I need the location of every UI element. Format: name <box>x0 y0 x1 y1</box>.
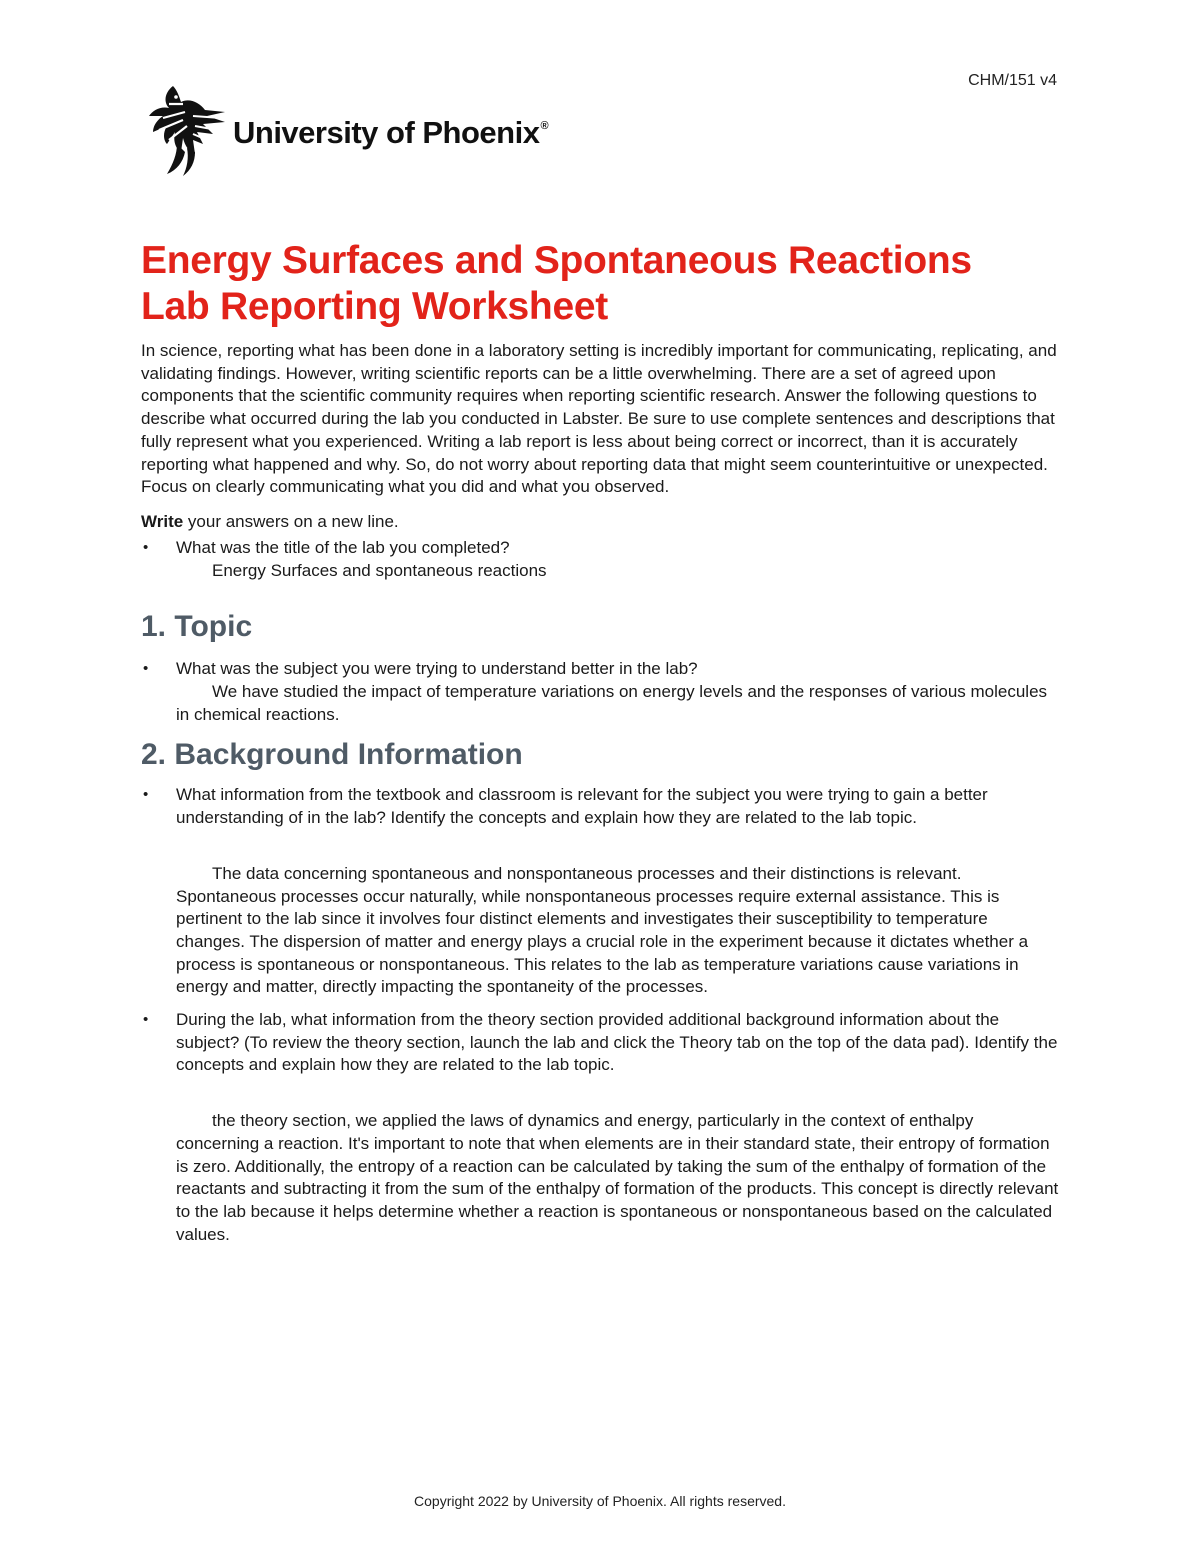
answer-text: The data concerning spontaneous and nonspontaneous processes and their distinctions is relevant. Spontaneous processes occur naturally, while nonspontaneous processes require external assistance. This is pertinent to the lab since it involves four distinct elements and investigates their susceptibility to temperature changes. The dispersion of matter and energy plays a crucial role in the experiment because it dictates whether a process is spontaneous or nonspontaneous. This relates to the lab as temperature variations cause variations in energy and matter, directly impacting the spontaneity of the processes. <box>176 863 1029 997</box>
bullet-icon: • <box>143 660 149 678</box>
section-heading-background: 2. Background Information <box>141 738 523 772</box>
title-line-1: Energy Surfaces and Spontaneous Reactions <box>141 239 972 282</box>
question-text: What was the title of the lab you completed? <box>176 537 510 557</box>
write-instruction-bold: Write <box>141 511 184 531</box>
question-text: During the lab, what information from the theory section provided additional background information about the subject? (To review the theory section, launch the lab and click the Theory tab on the top of the data pad). Identify the concepts and explain how they are related to the lab topic. <box>176 1010 1058 1075</box>
course-code: CHM/151 v4 <box>968 72 1057 89</box>
write-instruction-rest: your answers on a new line. <box>183 511 399 531</box>
bullet-icon: • <box>143 1011 149 1029</box>
section-heading-topic: 1. Topic <box>141 610 253 644</box>
answer-text: We have studied the impact of temperature variations on energy levels and the responses of various molecules in chemical reactions. <box>176 682 1048 724</box>
question-list-intro <box>141 537 1061 582</box>
bullet-icon: • <box>143 786 149 804</box>
list-item <box>141 537 1061 582</box>
logo-text: University of Phoenix <box>233 115 540 150</box>
phoenix-bird-icon <box>143 82 227 178</box>
list-item <box>141 658 1061 726</box>
registered-mark: ® <box>540 120 549 132</box>
bullet-icon: • <box>143 538 149 556</box>
question-list-background <box>141 784 1061 1246</box>
title-line-2: Lab Reporting Worksheet <box>141 285 608 328</box>
answer-text: Energy Surfaces and spontaneous reactions <box>212 560 547 580</box>
list-item <box>141 784 1061 999</box>
write-instruction <box>141 510 1061 533</box>
list-item <box>141 1009 1061 1246</box>
worksheet-content <box>141 238 1061 1246</box>
logo-wordmark <box>233 115 548 151</box>
page-title <box>141 238 1061 330</box>
footer-copyright: Copyright 2022 by University of Phoenix. All rights reserved. <box>414 1493 786 1509</box>
question-text: What was the subject you were trying to understand better in the lab? <box>176 659 698 679</box>
intro-paragraph: In science, reporting what has been done in a laboratory setting is incredibly important for communicating, replicating, and validating findings. However, writing scientific reports can be a little overwhelming. There are a set of agreed upon components that the scientific community requires when reporting scientific research. Answer the following questions to describe what occurred during the lab you conducted in Labster. Be sure to use complete sentences and descriptions that fully represent what you experienced. Writing a lab report is less about being correct or incorrect, than it is accurately reporting what happened and why. So, do not worry about reporting data that might seem counterintuitive or unexpected. Focus on clearly communicating what you did and what you observed. <box>141 341 1057 497</box>
question-text: What information from the textbook and classroom is relevant for the subject you were trying to gain a better understanding of in the lab? Identify the concepts and explain how they are related to the lab topic. <box>176 785 988 828</box>
question-list-topic <box>141 658 1061 726</box>
answer-text: the theory section, we applied the laws of dynamics and energy, particularly in the context of enthalpy concerning a reaction. It's important to note that when elements are in their standard state, their entropy of formation is zero. Additionally, the entropy of a reaction can be calculated by taking the sum of the enthalpy of formation of the reactants and subtracting it from the sum of the enthalpy of formation of the products. This concept is directly relevant to the lab because it helps determine whether a reaction is spontaneous or nonspontaneous based on the calculated values. <box>176 1111 1059 1244</box>
university-logo <box>143 82 548 178</box>
